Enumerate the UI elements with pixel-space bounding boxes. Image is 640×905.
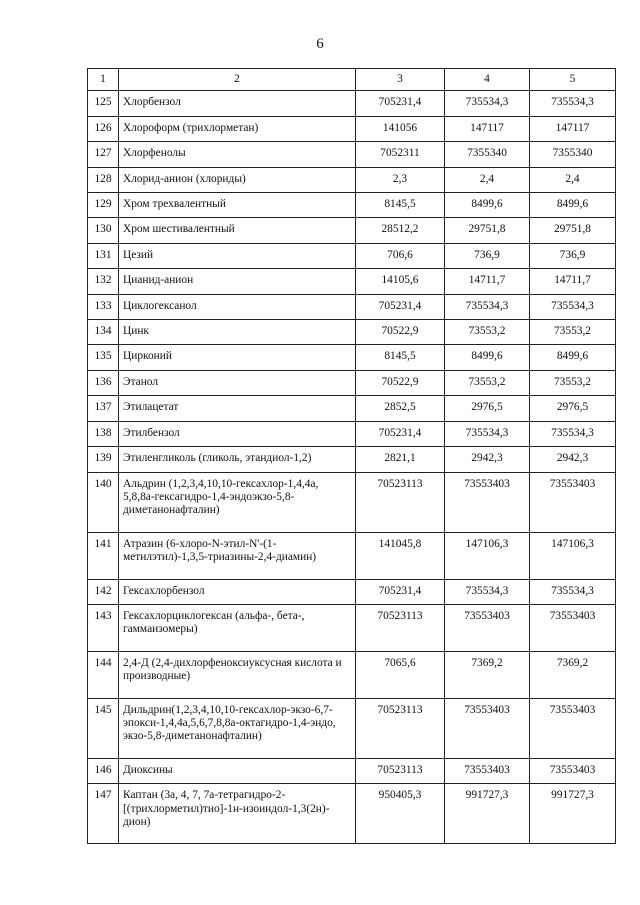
value-col3-cell: 70523113 xyxy=(356,472,445,532)
substance-name-cell: Гексахлорциклогексан (альфа-, бета-, гаммаизомеры) xyxy=(119,604,356,651)
table-row xyxy=(88,142,616,167)
value-col5-cell: 2976,5 xyxy=(530,396,616,421)
value-col5-cell: 8499,6 xyxy=(530,345,616,370)
substance-name-cell: Хром трехвалентный xyxy=(119,193,356,218)
value-col4-cell: 735534,3 xyxy=(445,294,530,319)
table-row xyxy=(88,116,616,141)
row-number-cell: 141 xyxy=(88,532,119,579)
substance-name-cell: Циклогексанол xyxy=(119,294,356,319)
value-col4-cell: 2942,3 xyxy=(445,447,530,472)
substance-name-cell: Альдрин (1,2,3,4,10,10-гексахлор-1,4,4а, 5,8,8а-гексагидро-1,4-эндоэкзо-5,8-диметанонафталин) xyxy=(119,472,356,532)
row-number-cell: 138 xyxy=(88,421,119,446)
row-number-cell: 136 xyxy=(88,370,119,395)
header-cell-col2: 2 xyxy=(119,69,356,91)
value-col4-cell: 73553,2 xyxy=(445,370,530,395)
row-number-cell: 132 xyxy=(88,269,119,294)
value-col5-cell: 736,9 xyxy=(530,243,616,268)
table-row xyxy=(88,604,616,651)
substance-name-cell: Хлорфенолы xyxy=(119,142,356,167)
value-col4-cell: 73553403 xyxy=(445,758,530,783)
value-col3-cell: 70522,9 xyxy=(356,370,445,395)
substance-name-cell: Хром шестивалентный xyxy=(119,218,356,243)
substance-name-cell: Каптан (3а, 4, 7, 7а-тетрагидро-2-[(трихлорметил)тио]-1н-изоиндол-1,3(2н)-дион) xyxy=(119,784,356,844)
substance-name-cell: Цинк xyxy=(119,320,356,345)
table-row xyxy=(88,91,616,116)
table-row xyxy=(88,447,616,472)
table-row xyxy=(88,758,616,783)
substance-name-cell: Дильдрин(1,2,3,4,10,10-гексахлор-экзо-6,7-эпокси-1,4,4а,5,6,7,8,8а-октагидро-1,4-эндо, экзо-5,8-диметанонафталин) xyxy=(119,698,356,758)
value-col4-cell: 147106,3 xyxy=(445,532,530,579)
header-cell-col1: 1 xyxy=(88,69,119,91)
value-col3-cell: 141045,8 xyxy=(356,532,445,579)
value-col4-cell: 735534,3 xyxy=(445,421,530,446)
value-col5-cell: 7355340 xyxy=(530,142,616,167)
header-cell-col3: 3 xyxy=(356,69,445,91)
substance-name-cell: Цирконий xyxy=(119,345,356,370)
row-number-cell: 135 xyxy=(88,345,119,370)
substance-name-cell: Цезий xyxy=(119,243,356,268)
row-number-cell: 147 xyxy=(88,784,119,844)
value-col3-cell: 705231,4 xyxy=(356,421,445,446)
value-col3-cell: 706,6 xyxy=(356,243,445,268)
value-col5-cell: 73553,2 xyxy=(530,370,616,395)
row-number-cell: 143 xyxy=(88,604,119,651)
value-col5-cell: 2942,3 xyxy=(530,447,616,472)
value-col4-cell: 73553403 xyxy=(445,472,530,532)
value-col4-cell: 73553403 xyxy=(445,604,530,651)
value-col3-cell: 950405,3 xyxy=(356,784,445,844)
value-col4-cell: 29751,8 xyxy=(445,218,530,243)
table-body xyxy=(88,69,616,844)
value-col5-cell: 735534,3 xyxy=(530,294,616,319)
value-col4-cell: 2,4 xyxy=(445,167,530,192)
table-row xyxy=(88,243,616,268)
row-number-cell: 145 xyxy=(88,698,119,758)
value-col4-cell: 736,9 xyxy=(445,243,530,268)
table-row xyxy=(88,218,616,243)
value-col5-cell: 14711,7 xyxy=(530,269,616,294)
value-col3-cell: 14105,6 xyxy=(356,269,445,294)
value-col3-cell: 8145,5 xyxy=(356,193,445,218)
substance-name-cell: Цианид-анион xyxy=(119,269,356,294)
value-col5-cell: 73553403 xyxy=(530,472,616,532)
table-row xyxy=(88,421,616,446)
table-header-row xyxy=(88,69,616,91)
value-col5-cell: 991727,3 xyxy=(530,784,616,844)
substance-name-cell: Этанол xyxy=(119,370,356,395)
substance-name-cell: 2,4-Д (2,4-дихлорфеноксиуксусная кислота и производные) xyxy=(119,651,356,698)
value-col5-cell: 2,4 xyxy=(530,167,616,192)
table-row xyxy=(88,579,616,604)
value-col5-cell: 735534,3 xyxy=(530,421,616,446)
value-col3-cell: 28512,2 xyxy=(356,218,445,243)
substance-name-cell: Гексахлорбензол xyxy=(119,579,356,604)
table-row xyxy=(88,396,616,421)
table-row xyxy=(88,532,616,579)
value-col4-cell: 991727,3 xyxy=(445,784,530,844)
table-row xyxy=(88,651,616,698)
value-col4-cell: 735534,3 xyxy=(445,91,530,116)
value-col3-cell: 8145,5 xyxy=(356,345,445,370)
table-row xyxy=(88,345,616,370)
substances-table xyxy=(87,68,616,844)
value-col4-cell: 735534,3 xyxy=(445,579,530,604)
value-col5-cell: 735534,3 xyxy=(530,91,616,116)
value-col4-cell: 73553403 xyxy=(445,698,530,758)
value-col5-cell: 735534,3 xyxy=(530,579,616,604)
table-row xyxy=(88,698,616,758)
value-col3-cell: 70523113 xyxy=(356,604,445,651)
substance-name-cell: Этилбензол xyxy=(119,421,356,446)
table-row xyxy=(88,269,616,294)
substance-name-cell: Этиленгликоль (гликоль, этандиол-1,2) xyxy=(119,447,356,472)
substance-name-cell: Атразин (6-хлоро-N-этил-N'-(1-метилэтил)-1,3,5-триазины-2,4-диамин) xyxy=(119,532,356,579)
value-col3-cell: 70523113 xyxy=(356,758,445,783)
page-number: 6 xyxy=(316,36,324,52)
substance-name-cell: Хлорбензол xyxy=(119,91,356,116)
value-col5-cell: 7369,2 xyxy=(530,651,616,698)
row-number-cell: 130 xyxy=(88,218,119,243)
row-number-cell: 142 xyxy=(88,579,119,604)
value-col4-cell: 73553,2 xyxy=(445,320,530,345)
row-number-cell: 133 xyxy=(88,294,119,319)
value-col3-cell: 2852,5 xyxy=(356,396,445,421)
substance-name-cell: Хлорид-анион (хлориды) xyxy=(119,167,356,192)
value-col4-cell: 7369,2 xyxy=(445,651,530,698)
value-col4-cell: 147117 xyxy=(445,116,530,141)
table-row xyxy=(88,472,616,532)
row-number-cell: 129 xyxy=(88,193,119,218)
value-col5-cell: 73553403 xyxy=(530,604,616,651)
table-row xyxy=(88,294,616,319)
row-number-cell: 125 xyxy=(88,91,119,116)
value-col5-cell: 73553,2 xyxy=(530,320,616,345)
value-col3-cell: 70523113 xyxy=(356,698,445,758)
value-col5-cell: 8499,6 xyxy=(530,193,616,218)
row-number-cell: 144 xyxy=(88,651,119,698)
row-number-cell: 126 xyxy=(88,116,119,141)
value-col4-cell: 7355340 xyxy=(445,142,530,167)
value-col3-cell: 7052311 xyxy=(356,142,445,167)
row-number-cell: 146 xyxy=(88,758,119,783)
table-row xyxy=(88,193,616,218)
value-col3-cell: 2,3 xyxy=(356,167,445,192)
value-col3-cell: 705231,4 xyxy=(356,579,445,604)
value-col4-cell: 8499,6 xyxy=(445,193,530,218)
row-number-cell: 137 xyxy=(88,396,119,421)
value-col4-cell: 2976,5 xyxy=(445,396,530,421)
substance-name-cell: Этилацетат xyxy=(119,396,356,421)
row-number-cell: 139 xyxy=(88,447,119,472)
value-col3-cell: 705231,4 xyxy=(356,294,445,319)
value-col3-cell: 141056 xyxy=(356,116,445,141)
value-col5-cell: 147106,3 xyxy=(530,532,616,579)
value-col3-cell: 705231,4 xyxy=(356,91,445,116)
value-col3-cell: 70522,9 xyxy=(356,320,445,345)
value-col4-cell: 14711,7 xyxy=(445,269,530,294)
header-cell-col5: 5 xyxy=(530,69,616,91)
value-col4-cell: 8499,6 xyxy=(445,345,530,370)
row-number-cell: 128 xyxy=(88,167,119,192)
table-row xyxy=(88,167,616,192)
value-col3-cell: 7065,6 xyxy=(356,651,445,698)
substance-name-cell: Хлороформ (трихлорметан) xyxy=(119,116,356,141)
value-col3-cell: 2821,1 xyxy=(356,447,445,472)
value-col5-cell: 29751,8 xyxy=(530,218,616,243)
value-col5-cell: 73553403 xyxy=(530,698,616,758)
table-row xyxy=(88,370,616,395)
value-col5-cell: 147117 xyxy=(530,116,616,141)
row-number-cell: 131 xyxy=(88,243,119,268)
table-row xyxy=(88,784,616,844)
row-number-cell: 140 xyxy=(88,472,119,532)
header-cell-col4: 4 xyxy=(445,69,530,91)
substance-name-cell: Диоксины xyxy=(119,758,356,783)
value-col5-cell: 73553403 xyxy=(530,758,616,783)
row-number-cell: 127 xyxy=(88,142,119,167)
row-number-cell: 134 xyxy=(88,320,119,345)
table-row xyxy=(88,320,616,345)
